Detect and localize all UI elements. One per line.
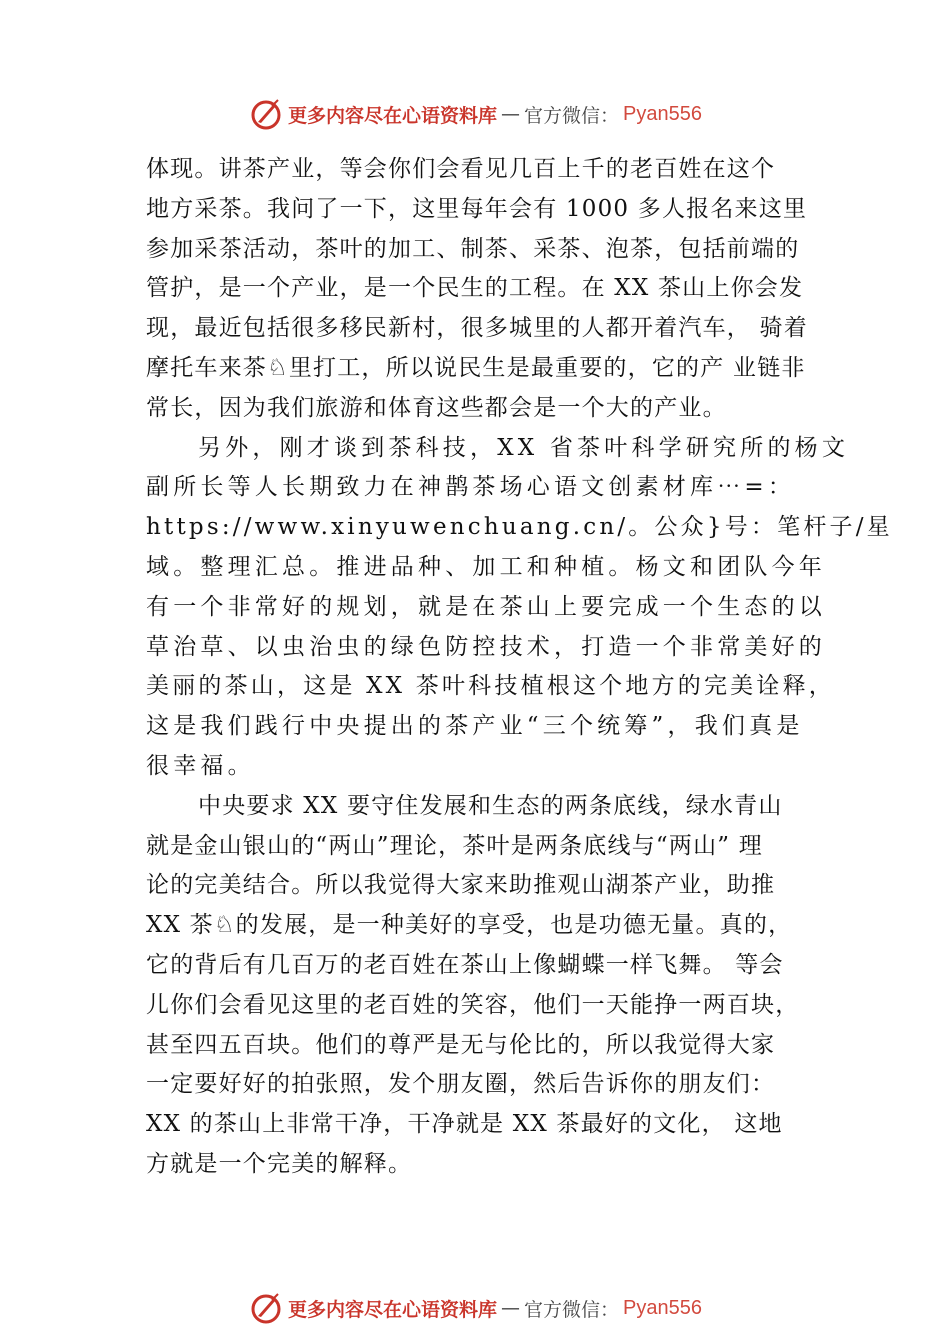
footer-banner (0, 1288, 950, 1328)
header-dash: — (501, 103, 521, 125)
text-line: XX 的茶山上非常干净，干净就是 XX 茶最好的文化， 这地 (146, 1111, 783, 1138)
text-line: 很幸福。 (146, 752, 255, 779)
text-line: 参加采茶活动，茶叶的加工、制茶、采茶、泡茶，包括前端的 (146, 235, 800, 262)
text-line: 现，最近包括很多移民新村，很多城里的人都开着汽车， 骑着 (146, 315, 808, 342)
text-line: 方就是一个完美的解释。 (146, 1150, 413, 1177)
text-line: 草治草、以虫治虫的绿色防控技术，打造一个非常美好的 (146, 633, 826, 660)
text-line: 美丽的茶山，这是 XX 茶叶科技植根这个地方的完美诠释， (146, 673, 835, 700)
text-line: 常长，因为我们旅游和体育这些都会是一个大的产业。 (146, 394, 727, 421)
text-line: 甚至四五百块。他们的尊严是无与伦比的，所以我觉得大家 (146, 1031, 776, 1058)
text-line: https://www.xinyuwenchuang.cn/。公众}号：笔杆子/星 (146, 514, 893, 541)
footer-brand-text: 更多内容尽在心语资料库 (288, 1298, 498, 1321)
text-line: 域。整理汇总。推进品种、加工和种植。杨文和团队今年 (146, 553, 826, 580)
text-line: 地方采茶。我问了一下，这里每年会有 1000 多人报名来这里 (146, 195, 808, 222)
footer-wechat-id: Pyan556 (623, 1296, 702, 1319)
text-line: 儿你们会看见这里的老百姓的笑容，他们一天能挣一两百块， (146, 991, 800, 1018)
paragraph-1 (146, 150, 836, 429)
text-line: 副所长等人长期致力在神鹊茶场心语文创素材库⋯=： (146, 474, 796, 501)
text-line: 有一个非常好的规划，就是在茶山上要完成一个生态的以 (146, 593, 826, 620)
header-wechat-label: 官方微信： (524, 104, 620, 127)
text-line: 论的完美结合。所以我觉得大家来助推观山湖茶产业，助推 (146, 872, 776, 899)
paragraph-2 (146, 429, 893, 787)
text-line: 就是金山银山的“两山”理论，茶叶是两条底线与“两山” 理 (146, 832, 763, 859)
text-line: 摩托车来茶♘里打工，所以说民生是最重要的，它的产 业链非 (146, 354, 806, 381)
header-brand-text: 更多内容尽在心语资料库 (288, 104, 498, 127)
paragraph-3 (146, 787, 836, 1185)
header-wechat-id: Pyan556 (623, 102, 702, 125)
document-body (146, 150, 893, 1185)
text-line: 另外，刚才谈到茶科技，XX 省茶叶科学研究所的杨文 (198, 434, 850, 461)
header-banner (0, 94, 950, 134)
footer-dash: — (501, 1297, 521, 1319)
text-line: 一定要好好的拍张照，发个朋友圈，然后告诉你的朋友们： (146, 1071, 776, 1098)
text-line: XX 茶♘的发展，是一种美好的享受，也是功德无量。真的， (146, 912, 793, 939)
text-line: 体现。讲茶产业，等会你们会看见几百上千的老百姓在这个 (146, 156, 776, 182)
logo-icon (248, 96, 284, 132)
text-line: 中央要求 XX 要守住发展和生态的两条底线，绿水青山 (198, 792, 783, 819)
text-line: 它的背后有几百万的老百姓在茶山上像蝴蝶一样飞舞。 等会 (146, 951, 784, 978)
footer-wechat-label: 官方微信： (524, 1298, 620, 1321)
text-line: 这是我们践行中央提出的茶产业“三个统筹”，我们真是 (146, 713, 804, 740)
logo-icon (248, 1290, 284, 1326)
text-line: 管护，是一个产业，是一个民生的工程。在 XX 茶山上你会发 (146, 275, 804, 302)
